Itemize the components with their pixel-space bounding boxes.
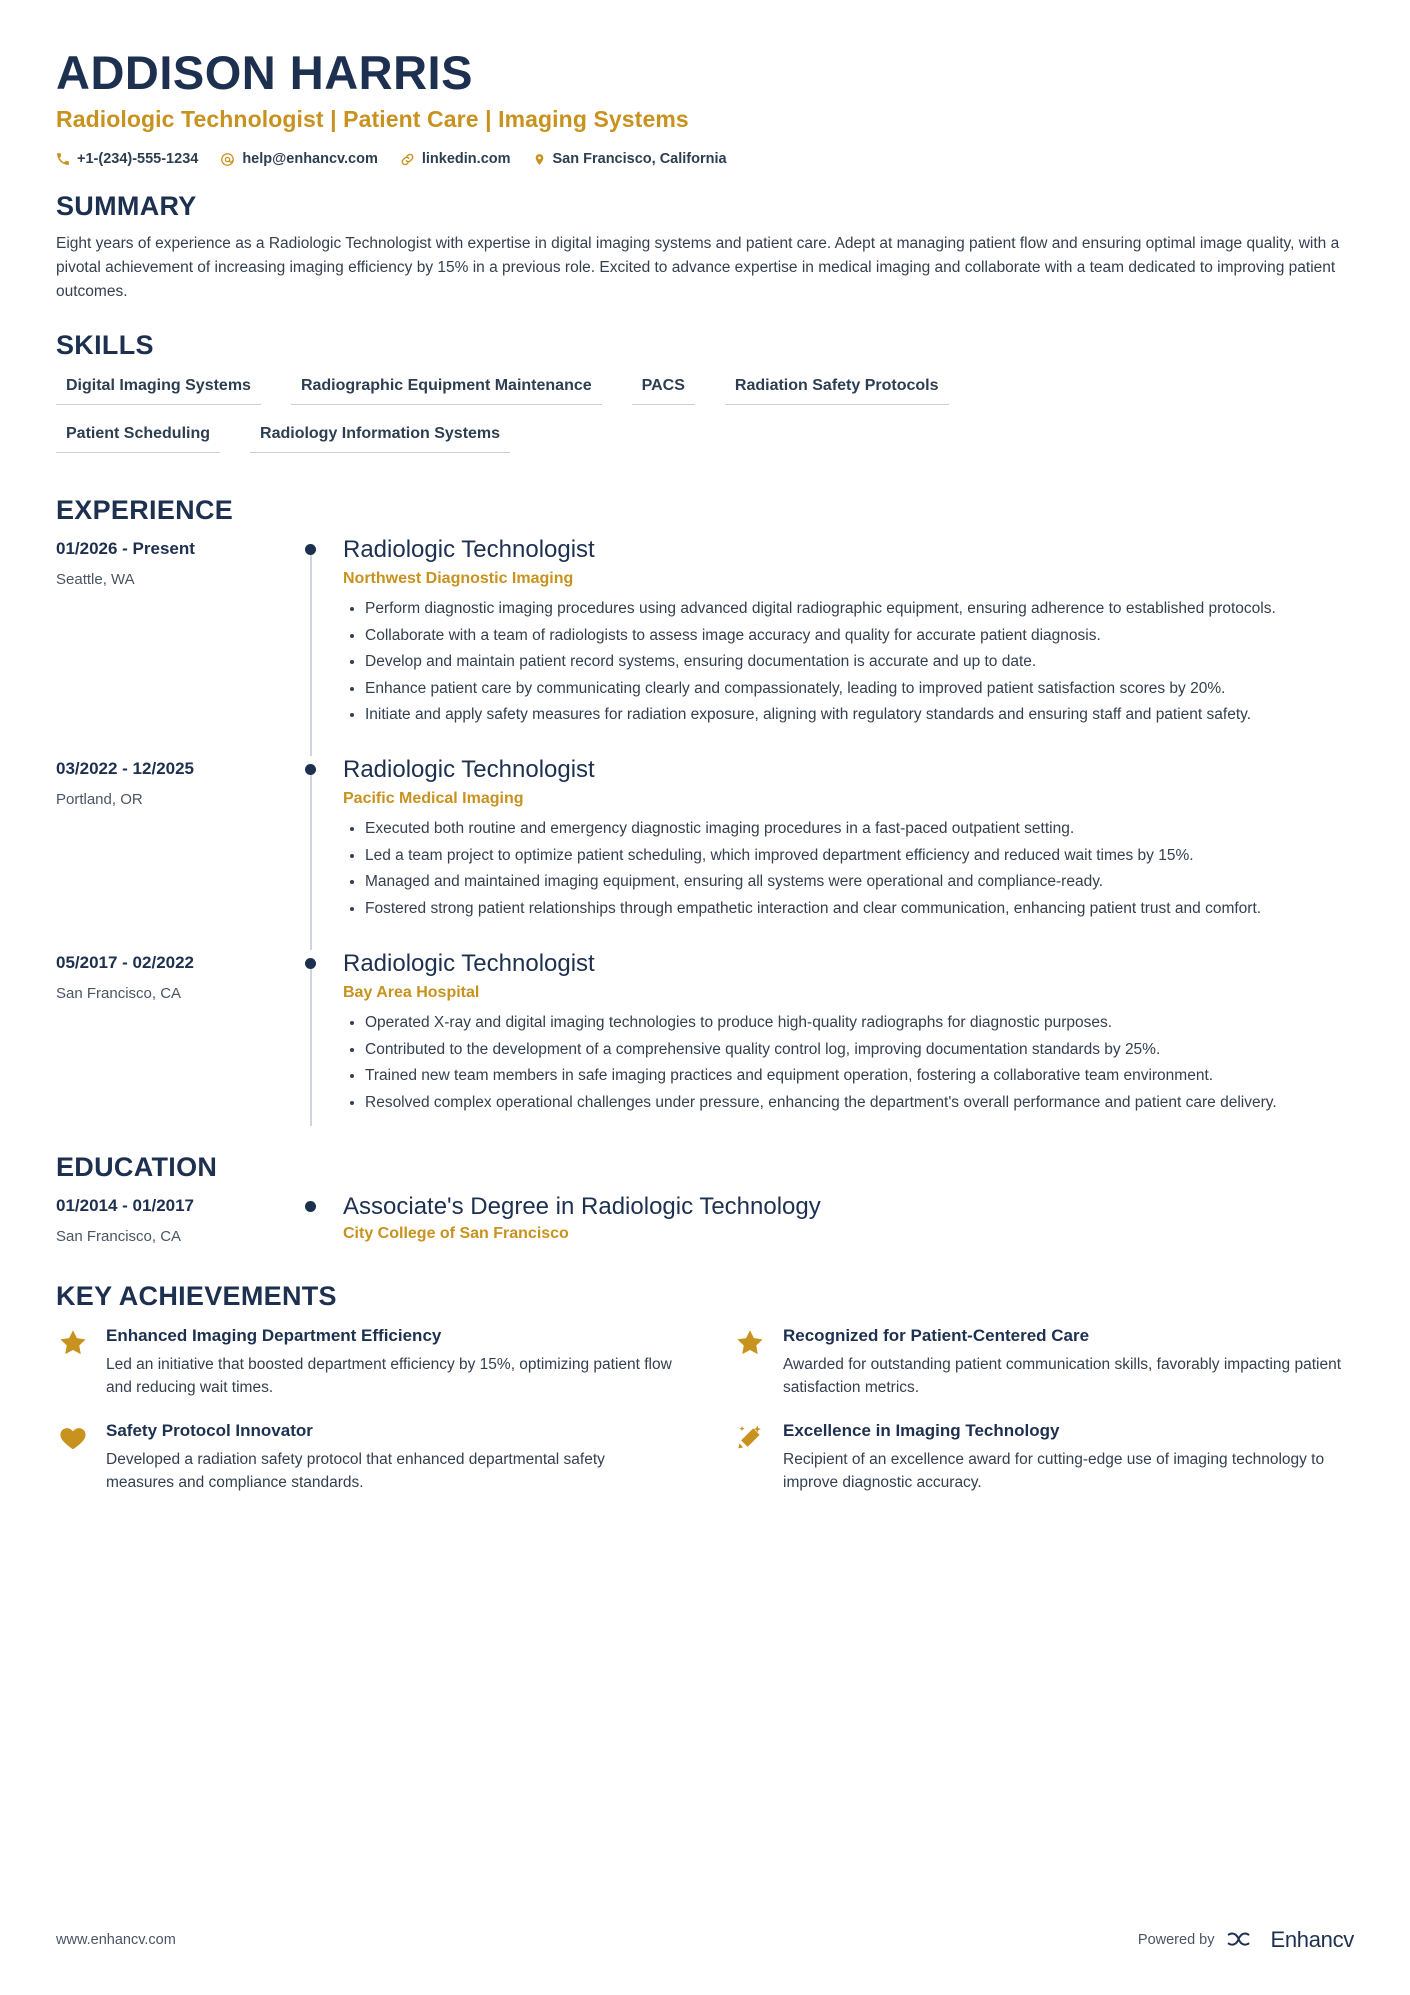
experience-bullet: • Managed and maintained imaging equipment, ensuring all systems were operational and compliance-ready. <box>365 871 1354 893</box>
enhancv-logo <box>1226 1927 1354 1953</box>
star-icon <box>733 1326 767 1360</box>
phone-icon <box>56 152 70 166</box>
achievement-item <box>733 1421 1354 1494</box>
achievement-desc: Led an initiative that boosted department efficiency by 15%, optimizing patient flow and reducing wait times. <box>106 1356 672 1396</box>
skills-row-1 <box>56 371 1354 419</box>
skills-section <box>56 330 1354 467</box>
link-icon <box>400 152 415 167</box>
experience-bullet: • Executed both routine and emergency diagnostic imaging procedures in a fast-paced outpatient setting. <box>365 818 1354 840</box>
skill-chip: Digital Imaging Systems <box>56 371 261 405</box>
contact-row <box>56 151 1354 167</box>
experience-bullets <box>343 1012 1354 1114</box>
contact-location <box>533 151 727 167</box>
experience-location: San Francisco, CA <box>56 985 182 1003</box>
experience-entry <box>56 950 1354 1144</box>
education-entry-body <box>343 1193 1354 1251</box>
email-icon <box>220 152 235 167</box>
enhancv-wordmark: Enhancv <box>1270 1927 1354 1952</box>
education-degree: Associate's Degree in Radiologic Technology <box>343 1193 821 1221</box>
timeline-dot <box>305 1201 316 1212</box>
experience-bullet: • Collaborate with a team of radiologists to assess image accuracy and quality for accurate patient diagnosis. <box>365 625 1354 647</box>
education-section <box>56 1152 1354 1251</box>
skill-chip: Patient Scheduling <box>56 419 220 453</box>
resume-header <box>56 46 1354 167</box>
page-footer <box>56 1927 1354 1953</box>
experience-entry-body <box>343 536 1354 756</box>
summary-section <box>56 191 1354 304</box>
experience-role: Radiologic Technologist <box>343 756 595 784</box>
timeline-rail <box>301 1193 343 1251</box>
experience-company: Pacific Medical Imaging <box>343 790 524 808</box>
experience-section <box>56 495 1354 1144</box>
skill-chip: Radiographic Equipment Maintenance <box>291 371 602 405</box>
summary-text: Eight years of experience as a Radiologic Technologist with expertise in digital imaging systems and patient care. Adept at managing patient flow and ensuring optimal image quality, with a pivotal achievement of increasing imaging efficiency by 15% in a previous role. Excited to advance expertise in medical imaging and collaborate with a team dedicated to improving patient outcomes. <box>56 235 1340 301</box>
candidate-headline: Radiologic Technologist | Patient Care | Imaging Systems <box>56 106 689 133</box>
experience-bullet: • Contributed to the development of a comprehensive quality control log, improving documentation standards by 25%. <box>365 1039 1354 1061</box>
experience-bullets <box>343 598 1354 726</box>
contact-email-text: help@enhancv.com <box>242 151 378 168</box>
achievement-desc: Developed a radiation safety protocol that enhanced departmental safety measures and compliance standards. <box>106 1451 605 1491</box>
education-entry-meta <box>56 1193 301 1251</box>
contact-link-text: linkedin.com <box>421 151 511 168</box>
experience-bullets <box>343 818 1354 920</box>
experience-entry-body <box>343 756 1354 950</box>
experience-bullet: • Develop and maintain patient record systems, ensuring documentation is accurate and up to date. <box>365 651 1354 673</box>
experience-company: Northwest Diagnostic Imaging <box>343 570 574 588</box>
location-icon <box>533 152 546 167</box>
experience-location: Portland, OR <box>56 791 143 809</box>
timeline-rail <box>301 950 343 1144</box>
experience-bullet: • Fostered strong patient relationships through empathetic interaction and clear communication, enhancing patient trust and comfort. <box>365 898 1354 920</box>
footer-branding <box>1138 1927 1354 1953</box>
achievement-desc: Recipient of an excellence award for cutting-edge use of imaging technology to improve diagnostic accuracy. <box>783 1451 1325 1491</box>
experience-bullet: • Led a team project to optimize patient scheduling, which improved department efficiency and reduced wait times by 15%. <box>365 845 1354 867</box>
experience-bullet: • Operated X-ray and digital imaging technologies to produce high-quality radiographs for diagnostic purposes. <box>365 1012 1354 1034</box>
timeline-line <box>310 552 312 756</box>
candidate-name: ADDISON HARRIS <box>56 46 473 99</box>
contact-phone-text: +1-(234)-555-1234 <box>77 151 199 168</box>
experience-entry-meta <box>56 950 301 1144</box>
experience-bullet: • Trained new team members in safe imaging practices and equipment operation, fostering a collaborative team environment. <box>365 1065 1354 1087</box>
experience-bullet: • Initiate and apply safety measures for radiation exposure, aligning with regulatory standards and ensuring staff and patient safety. <box>365 704 1354 726</box>
experience-entry-body <box>343 950 1354 1144</box>
timeline-line <box>310 772 312 950</box>
education-entry <box>56 1193 1354 1251</box>
key-achievements-title: KEY ACHIEVEMENTS <box>56 1281 337 1312</box>
powered-by-label: Powered by <box>1137 1932 1215 1948</box>
experience-entry <box>56 756 1354 950</box>
education-title: EDUCATION <box>56 1152 218 1183</box>
experience-date: 03/2022 - 12/2025 <box>56 759 195 779</box>
key-achievements-grid <box>56 1326 1354 1494</box>
experience-date: 01/2026 - Present <box>56 539 195 559</box>
experience-company: Bay Area Hospital <box>343 984 480 1002</box>
magic-wand-icon <box>733 1421 767 1455</box>
achievement-item <box>56 1326 677 1399</box>
experience-entry-meta <box>56 756 301 950</box>
experience-bullet: • Resolved complex operational challenges under pressure, enhancing the department's overall performance and patient care delivery. <box>365 1092 1354 1114</box>
experience-bullet: • Perform diagnostic imaging procedures using advanced digital radiographic equipment, ensuring adherence to established protocols. <box>365 598 1354 620</box>
skill-chip: Radiology Information Systems <box>250 419 510 453</box>
achievement-title: Enhanced Imaging Department Efficiency <box>106 1326 442 1346</box>
timeline-dot <box>305 764 316 775</box>
skills-title: SKILLS <box>56 330 154 361</box>
achievement-title: Safety Protocol Innovator <box>106 1421 313 1441</box>
education-school: City College of San Francisco <box>343 1225 569 1243</box>
experience-role: Radiologic Technologist <box>343 950 595 978</box>
experience-entry-meta <box>56 536 301 756</box>
contact-location-text: San Francisco, California <box>552 151 727 168</box>
education-date: 01/2014 - 01/2017 <box>56 1196 195 1216</box>
skill-chip: Radiation Safety Protocols <box>725 371 949 405</box>
timeline-rail <box>301 756 343 950</box>
heart-icon <box>56 1421 90 1455</box>
footer-url[interactable]: www.enhancv.com <box>56 1932 176 1948</box>
achievement-title: Excellence in Imaging Technology <box>783 1421 1060 1441</box>
timeline-dot <box>305 544 316 555</box>
achievement-item <box>56 1421 677 1494</box>
experience-title: EXPERIENCE <box>56 495 234 526</box>
timeline-dot <box>305 958 316 969</box>
contact-link[interactable] <box>400 151 511 167</box>
experience-bullet: • Enhance patient care by communicating clearly and compassionately, leading to improved patient satisfaction scores by 20%. <box>365 678 1354 700</box>
summary-title: SUMMARY <box>56 191 197 222</box>
timeline-rail <box>301 536 343 756</box>
experience-role: Radiologic Technologist <box>343 536 595 564</box>
skills-row-2 <box>56 419 1354 467</box>
key-achievements-section <box>56 1281 1354 1494</box>
enhancv-mark-icon <box>1226 1928 1262 1952</box>
education-location: San Francisco, CA <box>56 1228 182 1246</box>
timeline-line <box>310 966 312 1126</box>
experience-entry <box>56 536 1354 756</box>
experience-date: 05/2017 - 02/2022 <box>56 953 195 973</box>
achievement-desc: Awarded for outstanding patient communication skills, favorably impacting patient satisfaction metrics. <box>783 1356 1342 1396</box>
skill-chip: PACS <box>632 371 695 405</box>
star-icon <box>56 1326 90 1360</box>
experience-location: Seattle, WA <box>56 571 135 589</box>
contact-email <box>220 151 378 167</box>
achievement-title: Recognized for Patient-Centered Care <box>783 1326 1090 1346</box>
contact-phone <box>56 151 198 167</box>
achievement-item <box>733 1326 1354 1399</box>
